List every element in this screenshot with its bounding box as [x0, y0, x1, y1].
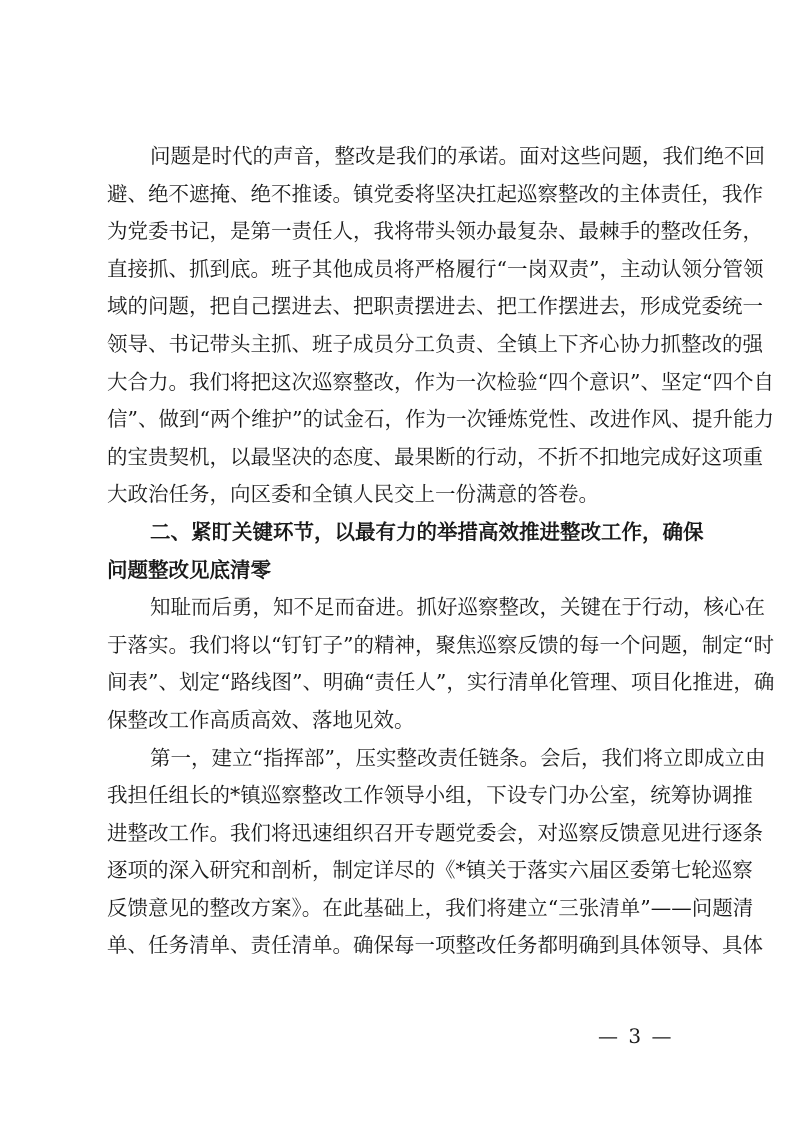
text-line: 保整改工作高质高效、落地见效。: [107, 707, 415, 732]
text-line: 知耻而后勇，知不足而奋进。抓好巡察整改，关键在于行动，核心在: [150, 595, 765, 620]
text-line: 大政治任务，向区委和全镇人民交上一份满意的答卷。: [107, 482, 599, 507]
text-line: 问题是时代的声音，整改是我们的承诺。面对这些问题，我们绝不回: [150, 144, 765, 168]
text-line: 第一，建立“指挥部”，压实整改责任链条。会后，我们将立即成立由: [150, 745, 766, 770]
text-line: 进整改工作。我们将迅速组织召开专题党委会，对巡察反馈意见进行逐条: [107, 820, 763, 845]
paragraph: [107, 138, 774, 514]
text-line: 逐项的深入研究和剖析，制定详尽的《*镇关于落实六届区委第七轮巡察: [107, 858, 753, 883]
page-number: — 3 —: [598, 1024, 674, 1048]
text-line: 我担任组长的*镇巡察整改工作领导小组，下设专门办公室，统筹协调推: [107, 783, 753, 808]
text-line: 二、紧盯关键环节，以最有力的举措高效推进整改工作，确保: [150, 519, 704, 544]
text-line: 单、任务清单、责任清单。确保每一项整改任务都明确到具体领导、具体: [107, 933, 763, 958]
text-line: 信”、做到“两个维护”的试金石，作为一次锤炼党性、改进作风、提升能力: [107, 407, 774, 432]
document-body: [107, 138, 775, 965]
paragraph: [107, 740, 766, 966]
text-line: 大合力。我们将把这次巡察整改，作为一次检验“四个意识”、坚定“四个自: [107, 369, 774, 394]
text-line: 领导、书记带头主抓、班子成员分工负责、全镇上下齐心协力抓整改的强: [107, 331, 763, 356]
text-line: 为党委书记，是第一责任人，我将带头领办最复杂、最棘手的整改任务，: [107, 219, 763, 244]
text-line: 于落实。我们将以“钉钉子”的精神，聚焦巡察反馈的每一个问题，制定“时: [107, 632, 774, 657]
text-line: 的宝贵契机，以最坚决的态度、最果断的行动，不折不扣地完成好这项重: [107, 444, 763, 469]
paragraph: [107, 589, 775, 739]
text-line: 直接抓、抓到底。班子其他成员将严格履行“一岗双责”，主动认领分管领: [107, 256, 764, 281]
text-line: 域的问题，把自己摆进去、把职责摆进去、把工作摆进去，形成党委统一: [107, 294, 763, 319]
text-line: 问题整改见底清零: [107, 557, 271, 582]
text-line: 避、绝不遮掩、绝不推诿。镇党委将坚决扛起巡察整改的主体责任，我作: [107, 181, 763, 206]
section-heading: [107, 514, 704, 589]
text-line: 间表”、划定“路线图”、明确“责任人”，实行清单化管理、项目化推进，确: [107, 670, 775, 695]
text-line: 反馈意见的整改方案》。在此基础上，我们将建立“三张清单”——问题清: [107, 895, 754, 920]
